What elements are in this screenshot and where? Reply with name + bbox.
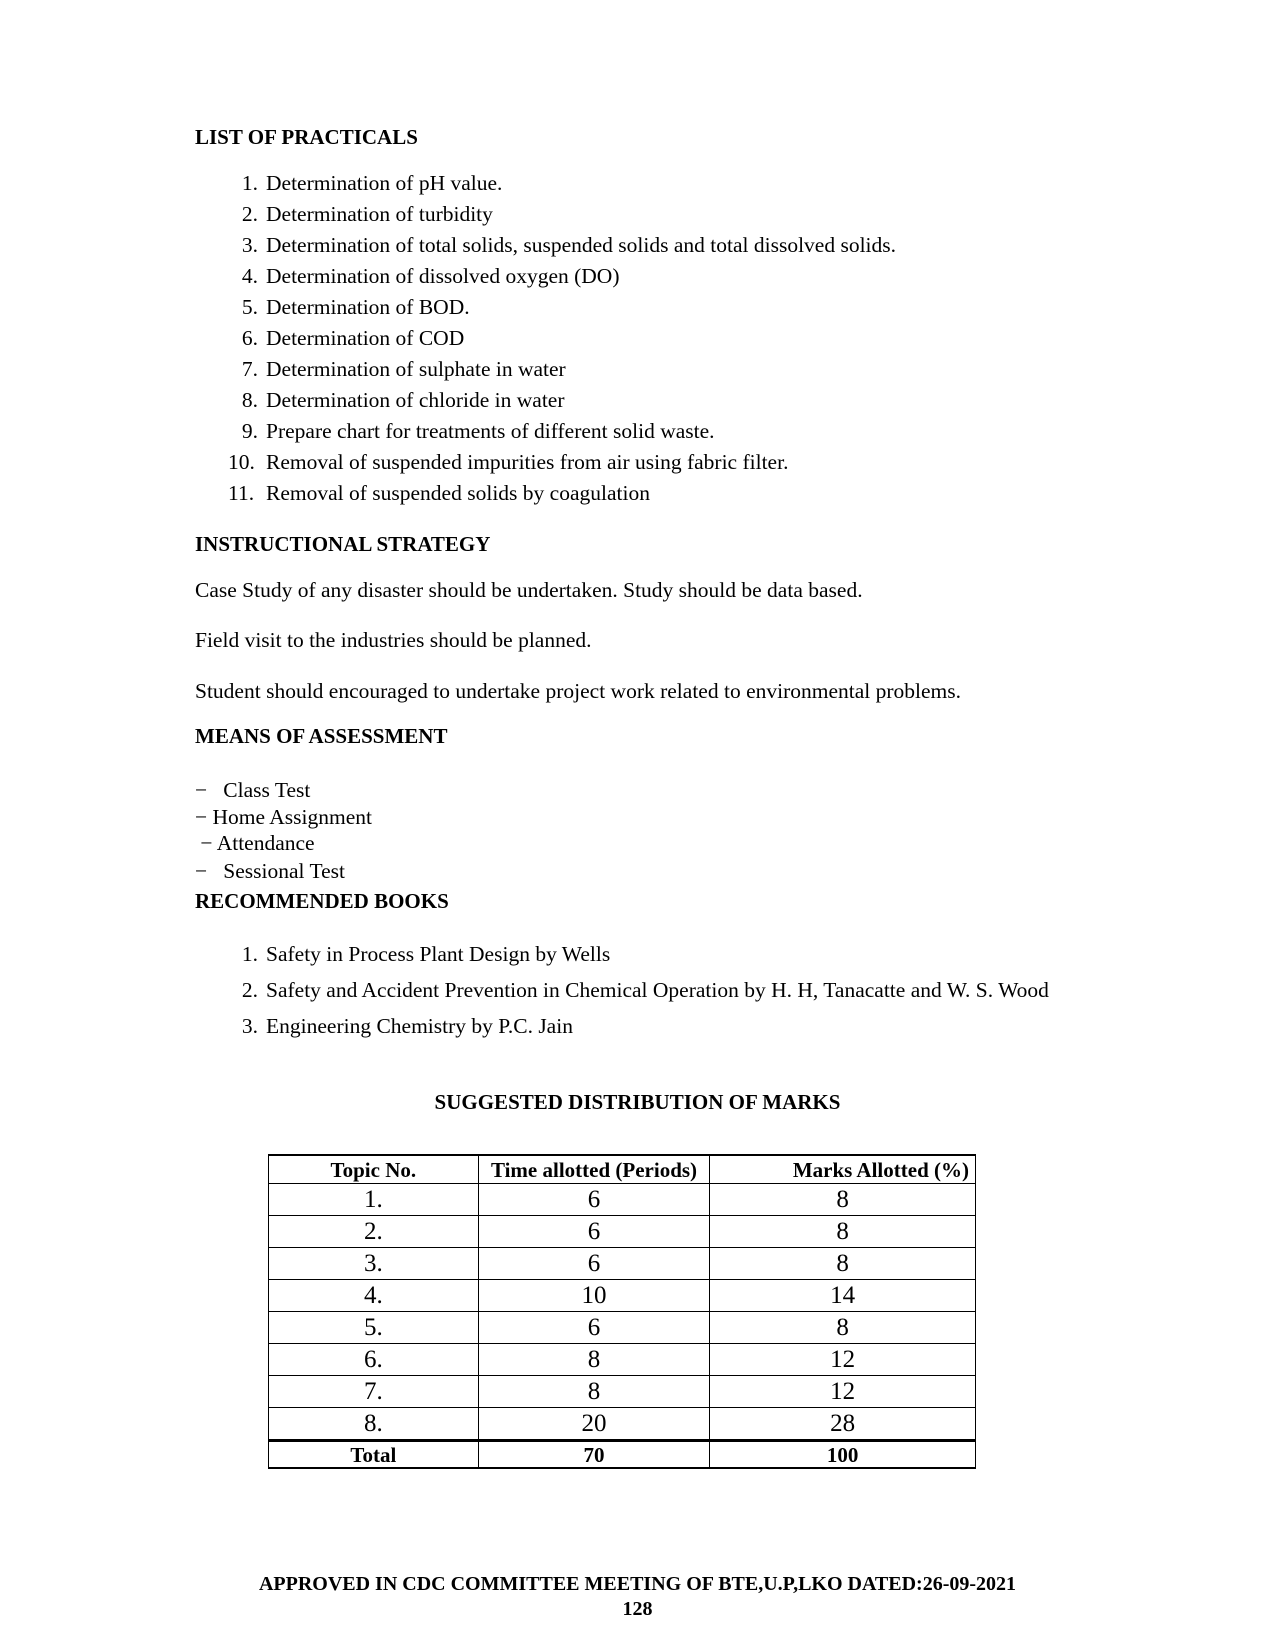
marks-cell: 14 bbox=[710, 1280, 976, 1312]
list-item-number: 3. bbox=[241, 233, 258, 257]
strategy-paragraph: Field visit to the industries should be planned. bbox=[195, 628, 592, 652]
total-topic-cell: Total bbox=[269, 1441, 479, 1469]
marks-cell: 12 bbox=[710, 1344, 976, 1376]
list-item-text: Removal of suspended solids by coagulation bbox=[266, 481, 650, 505]
book-item bbox=[228, 1013, 1068, 1039]
column-header-marks: Marks Allotted (%) bbox=[710, 1155, 976, 1184]
page-number: 128 bbox=[622, 1598, 653, 1620]
marks-distribution-table bbox=[268, 1154, 976, 1469]
column-header-topic: Topic No. bbox=[269, 1155, 479, 1184]
list-item-number: 8. bbox=[241, 388, 258, 412]
assessment-item: − Class Test bbox=[195, 778, 311, 802]
topic-cell: 3. bbox=[269, 1248, 479, 1280]
approval-footer: APPROVED IN CDC COMMITTEE MEETING OF BTE,U.P,LKO DATED:26-09-2021 bbox=[258, 1573, 1017, 1595]
practicals-heading: LIST OF PRACTICALS bbox=[195, 125, 418, 149]
list-item-text: Prepare chart for treatments of different solid waste. bbox=[266, 419, 715, 443]
assessment-item: − Attendance bbox=[195, 831, 315, 855]
list-item-text: Safety and Accident Prevention in Chemical Operation by H. H, Tanacatte and W. S. Wood bbox=[266, 978, 1049, 1002]
marks-cell: 8 bbox=[710, 1184, 976, 1216]
table-row bbox=[269, 1312, 976, 1344]
list-item-text: Determination of pH value. bbox=[266, 171, 503, 195]
practical-item bbox=[228, 168, 896, 199]
table-row bbox=[269, 1408, 976, 1441]
assessment-heading: MEANS OF ASSESSMENT bbox=[195, 724, 448, 748]
books-heading: RECOMMENDED BOOKS bbox=[195, 889, 449, 913]
list-item-number: 5. bbox=[241, 295, 258, 319]
time-cell: 8 bbox=[478, 1344, 710, 1376]
list-item-text: Determination of BOD. bbox=[266, 295, 470, 319]
practical-item bbox=[228, 416, 896, 447]
assessment-item: − Home Assignment bbox=[195, 805, 372, 829]
marks-cell: 28 bbox=[710, 1408, 976, 1441]
topic-cell: 7. bbox=[269, 1376, 479, 1408]
strategy-paragraph: Case Study of any disaster should be undertaken. Study should be data based. bbox=[195, 578, 863, 602]
list-item-number: 11. bbox=[228, 481, 255, 505]
table-row bbox=[269, 1376, 976, 1408]
book-item bbox=[228, 941, 1068, 967]
time-cell: 8 bbox=[478, 1376, 710, 1408]
list-item-text: Safety in Process Plant Design by Wells bbox=[266, 942, 611, 966]
practical-item bbox=[228, 385, 896, 416]
list-item-number: 2. bbox=[241, 978, 258, 1002]
list-item-text: Determination of total solids, suspended solids and total dissolved solids. bbox=[266, 233, 897, 257]
marks-cell: 8 bbox=[710, 1312, 976, 1344]
books-list bbox=[228, 941, 1068, 1039]
list-item-text: Removal of suspended impurities from air using fabric filter. bbox=[266, 450, 789, 474]
list-item-text: Determination of chloride in water bbox=[266, 388, 565, 412]
total-time-cell: 70 bbox=[478, 1441, 710, 1469]
practical-item bbox=[228, 292, 896, 323]
list-item-number: 3. bbox=[241, 1014, 258, 1038]
topic-cell: 5. bbox=[269, 1312, 479, 1344]
topic-cell: 1. bbox=[269, 1184, 479, 1216]
practicals-list bbox=[228, 168, 896, 509]
practical-item bbox=[228, 354, 896, 385]
table-row bbox=[269, 1280, 976, 1312]
book-item bbox=[228, 977, 1068, 1003]
table-row bbox=[269, 1344, 976, 1376]
list-item-text: Determination of dissolved oxygen (DO) bbox=[266, 264, 620, 288]
list-item-number: 10. bbox=[228, 450, 255, 474]
practical-item bbox=[228, 478, 896, 509]
column-header-time: Time allotted (Periods) bbox=[478, 1155, 710, 1184]
list-item-text: Determination of sulphate in water bbox=[266, 357, 566, 381]
strategy-paragraph: Student should encouraged to undertake project work related to environmental problems. bbox=[195, 679, 962, 703]
table-row bbox=[269, 1248, 976, 1280]
assessment-item: − Sessional Test bbox=[195, 859, 345, 883]
list-item-number: 6. bbox=[241, 326, 258, 350]
list-item-text: Engineering Chemistry by P.C. Jain bbox=[266, 1014, 573, 1038]
topic-cell: 2. bbox=[269, 1216, 479, 1248]
practical-item bbox=[228, 323, 896, 354]
practical-item bbox=[228, 199, 896, 230]
time-cell: 10 bbox=[478, 1280, 710, 1312]
table-row bbox=[269, 1184, 976, 1216]
table-header-row bbox=[269, 1155, 976, 1184]
list-item-number: 4. bbox=[241, 264, 258, 288]
topic-cell: 8. bbox=[269, 1408, 479, 1441]
practical-item bbox=[228, 261, 896, 292]
strategy-heading: INSTRUCTIONAL STRATEGY bbox=[195, 532, 491, 556]
marks-cell: 8 bbox=[710, 1216, 976, 1248]
list-item-text: Determination of turbidity bbox=[266, 202, 493, 226]
practical-item bbox=[228, 447, 896, 478]
time-cell: 6 bbox=[478, 1248, 710, 1280]
list-item-number: 1. bbox=[241, 171, 258, 195]
time-cell: 20 bbox=[478, 1408, 710, 1441]
table-total-row bbox=[269, 1441, 976, 1469]
list-item-number: 9. bbox=[241, 419, 258, 443]
list-item-number: 1. bbox=[241, 942, 258, 966]
topic-cell: 6. bbox=[269, 1344, 479, 1376]
time-cell: 6 bbox=[478, 1216, 710, 1248]
list-item-number: 7. bbox=[241, 357, 258, 381]
marks-cell: 8 bbox=[710, 1248, 976, 1280]
list-item-number: 2. bbox=[241, 202, 258, 226]
time-cell: 6 bbox=[478, 1312, 710, 1344]
table-row bbox=[269, 1216, 976, 1248]
time-cell: 6 bbox=[478, 1184, 710, 1216]
marks-table-title: SUGGESTED DISTRIBUTION OF MARKS bbox=[434, 1090, 841, 1114]
total-marks-cell: 100 bbox=[710, 1441, 976, 1469]
marks-cell: 12 bbox=[710, 1376, 976, 1408]
practical-item bbox=[228, 230, 896, 261]
list-item-text: Determination of COD bbox=[266, 326, 465, 350]
topic-cell: 4. bbox=[269, 1280, 479, 1312]
